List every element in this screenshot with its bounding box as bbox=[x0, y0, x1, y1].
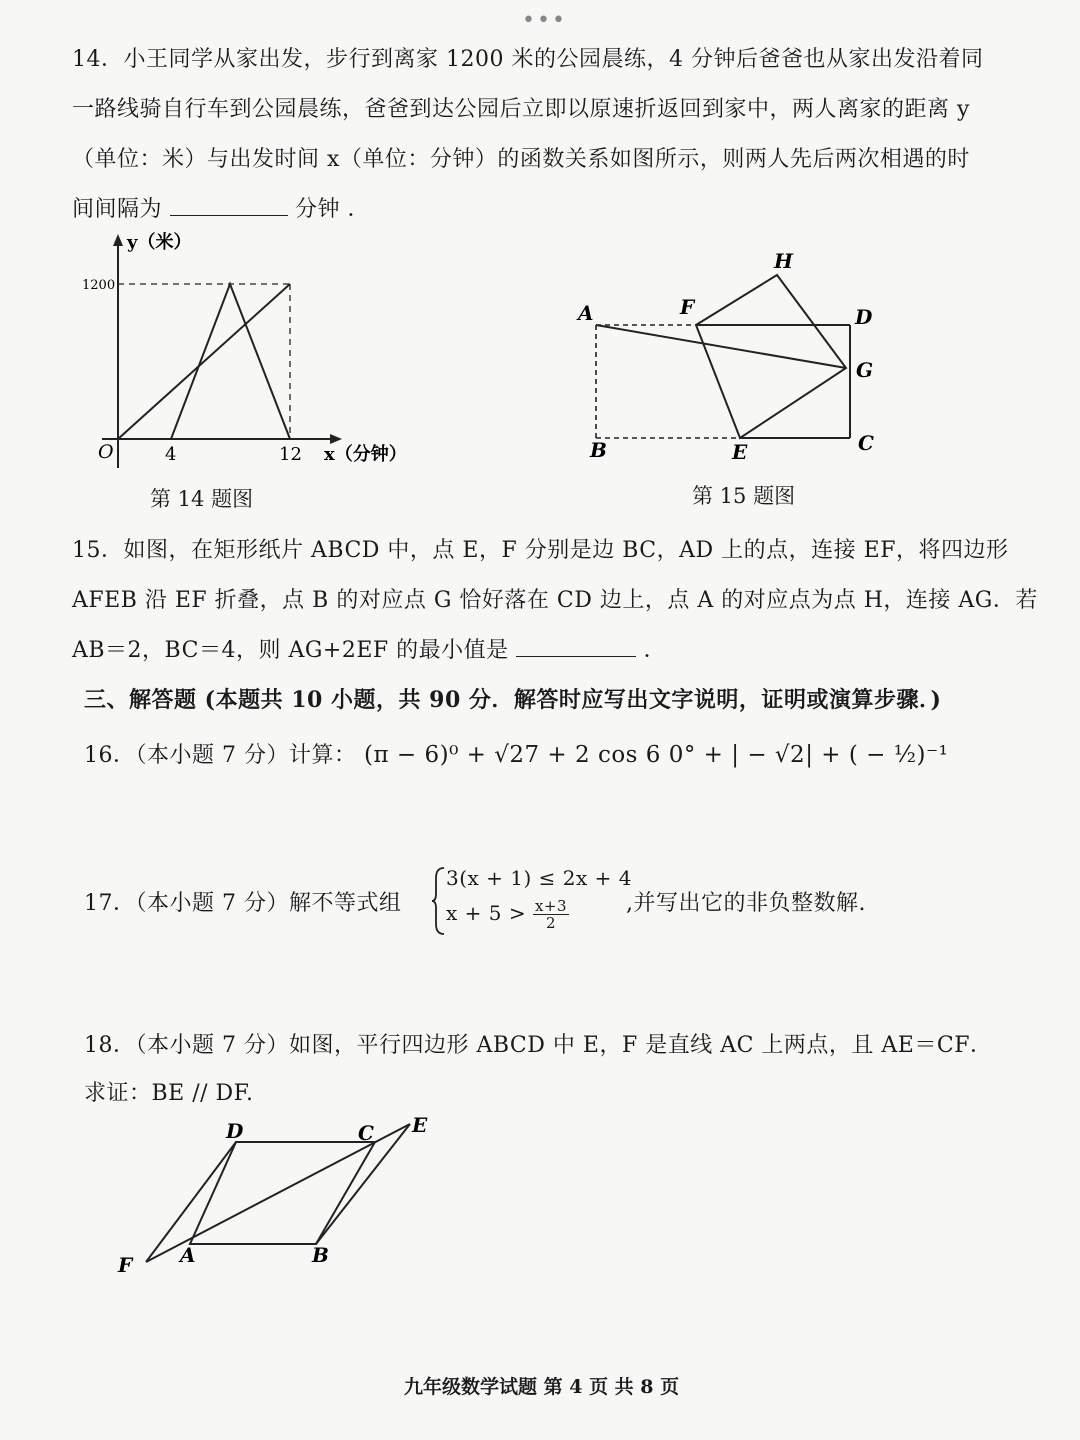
origin-label: O bbox=[98, 441, 114, 463]
tick-1200: 1200 bbox=[82, 278, 116, 293]
q18-line1: 18．（本小题 7 分）如图，平行四边形 ABCD 中 E，F 是直线 AC 上两点，且 AE＝CF． bbox=[84, 1033, 993, 1058]
point-B-label: B bbox=[590, 438, 607, 462]
point-G-label: G bbox=[856, 358, 874, 382]
q14-line1: 14．小王同学从家出发，步行到离家 1200 米的公园晨练，4 分钟后爸爸也从家出发沿着同 bbox=[72, 47, 984, 72]
q16-expression: (π − 6)⁰ + √27 + 2 cos 6 0° + | − √2| + ( − ½)⁻¹ bbox=[363, 742, 949, 768]
q14-line3: （单位：米）与出发时间 x（单位：分钟）的函数关系如图所示，则两人先后两次相遇的时 bbox=[72, 147, 970, 172]
point-A-label: A bbox=[180, 1243, 196, 1267]
q14-line2: 一路线骑自行车到公园晨练，爸爸到达公园后立即以原速折返回到家中，两人离家的距离 y bbox=[72, 97, 970, 122]
more-options-icon[interactable]: ••• bbox=[522, 8, 567, 33]
point-D-label: D bbox=[855, 305, 873, 329]
q17-tail: ,并写出它的非负整数解. bbox=[626, 891, 866, 916]
left-brace-icon bbox=[430, 866, 446, 936]
q17-label: 17．（本小题 7 分）解不等式组 bbox=[84, 891, 402, 916]
tick-4: 4 bbox=[165, 444, 177, 465]
point-E-label: E bbox=[412, 1113, 428, 1137]
section-3-heading: 三、解答题 (本题共 10 小题，共 90 分．解答时应写出文字说明，证明或演算步骤．) bbox=[84, 687, 942, 713]
q17-inequality-1: 3(x + 1) ≤ 2x + 4 bbox=[446, 866, 632, 890]
q15-line2: AFEB 沿 EF 折叠，点 B 的对应点 G 恰好落在 CD 边上，点 A 的对应点为点 H，连接 AG．若 bbox=[72, 588, 1038, 613]
q14-line4-start: 间间隔为 bbox=[72, 197, 163, 222]
q15-line3-end: ． bbox=[643, 638, 667, 663]
figure-15 bbox=[570, 242, 910, 474]
q16 bbox=[84, 738, 948, 769]
page-footer: 九年级数学试题 第 4 页 共 8 页 bbox=[404, 1376, 680, 1398]
y-axis-label: y（米） bbox=[127, 232, 192, 253]
q15-line1: 15．如图，在矩形纸片 ABCD 中，点 E，F 分别是边 BC，AD 上的点，连接 EF，将四边形 bbox=[72, 538, 1009, 563]
line-father bbox=[171, 284, 290, 439]
q14-answer-blank[interactable] bbox=[170, 197, 288, 216]
point-C-label: C bbox=[858, 431, 874, 455]
q15-line3-start: AB＝2，BC＝4，则 AG+2EF 的最小值是 bbox=[72, 638, 509, 663]
point-E-label: E bbox=[732, 440, 748, 464]
point-F-label: F bbox=[118, 1253, 133, 1277]
q14-line4 bbox=[72, 192, 370, 223]
segment-AG bbox=[596, 325, 846, 368]
point-A-label: A bbox=[578, 301, 594, 325]
q15-answer-blank[interactable] bbox=[516, 638, 636, 657]
figure-18 bbox=[110, 1110, 450, 1280]
point-C-label: C bbox=[358, 1121, 374, 1145]
y-axis-arrow-icon bbox=[113, 234, 123, 246]
line-xiaowang bbox=[118, 284, 290, 439]
q16-label: 16．（本小题 7 分）计算： bbox=[84, 743, 357, 768]
point-H-label: H bbox=[774, 249, 793, 273]
point-B-label: B bbox=[312, 1243, 329, 1267]
figure-14 bbox=[72, 228, 432, 478]
q17-fraction bbox=[533, 898, 569, 931]
fig14-caption: 第 14 题图 bbox=[150, 487, 254, 511]
point-D-label: D bbox=[226, 1119, 244, 1143]
tick-12: 12 bbox=[279, 444, 302, 465]
q18-line2: 求证：BE // DF. bbox=[84, 1081, 254, 1106]
q17-ineq2-left: x + 5 > bbox=[446, 901, 527, 925]
x-axis-label: x（分钟） bbox=[324, 444, 407, 465]
q14-line4-end: 分钟 ． bbox=[295, 197, 371, 222]
q17-fraction-denominator: 2 bbox=[545, 914, 557, 932]
point-F-label: F bbox=[680, 295, 695, 319]
fig15-caption: 第 15 题图 bbox=[692, 484, 796, 508]
x-axis-arrow-icon bbox=[330, 434, 342, 444]
quad-FHGE bbox=[696, 275, 846, 438]
q17-inequality-2 bbox=[446, 898, 569, 931]
q17-fraction-numerator: x+3 bbox=[534, 897, 568, 915]
q15-line3 bbox=[72, 633, 666, 664]
